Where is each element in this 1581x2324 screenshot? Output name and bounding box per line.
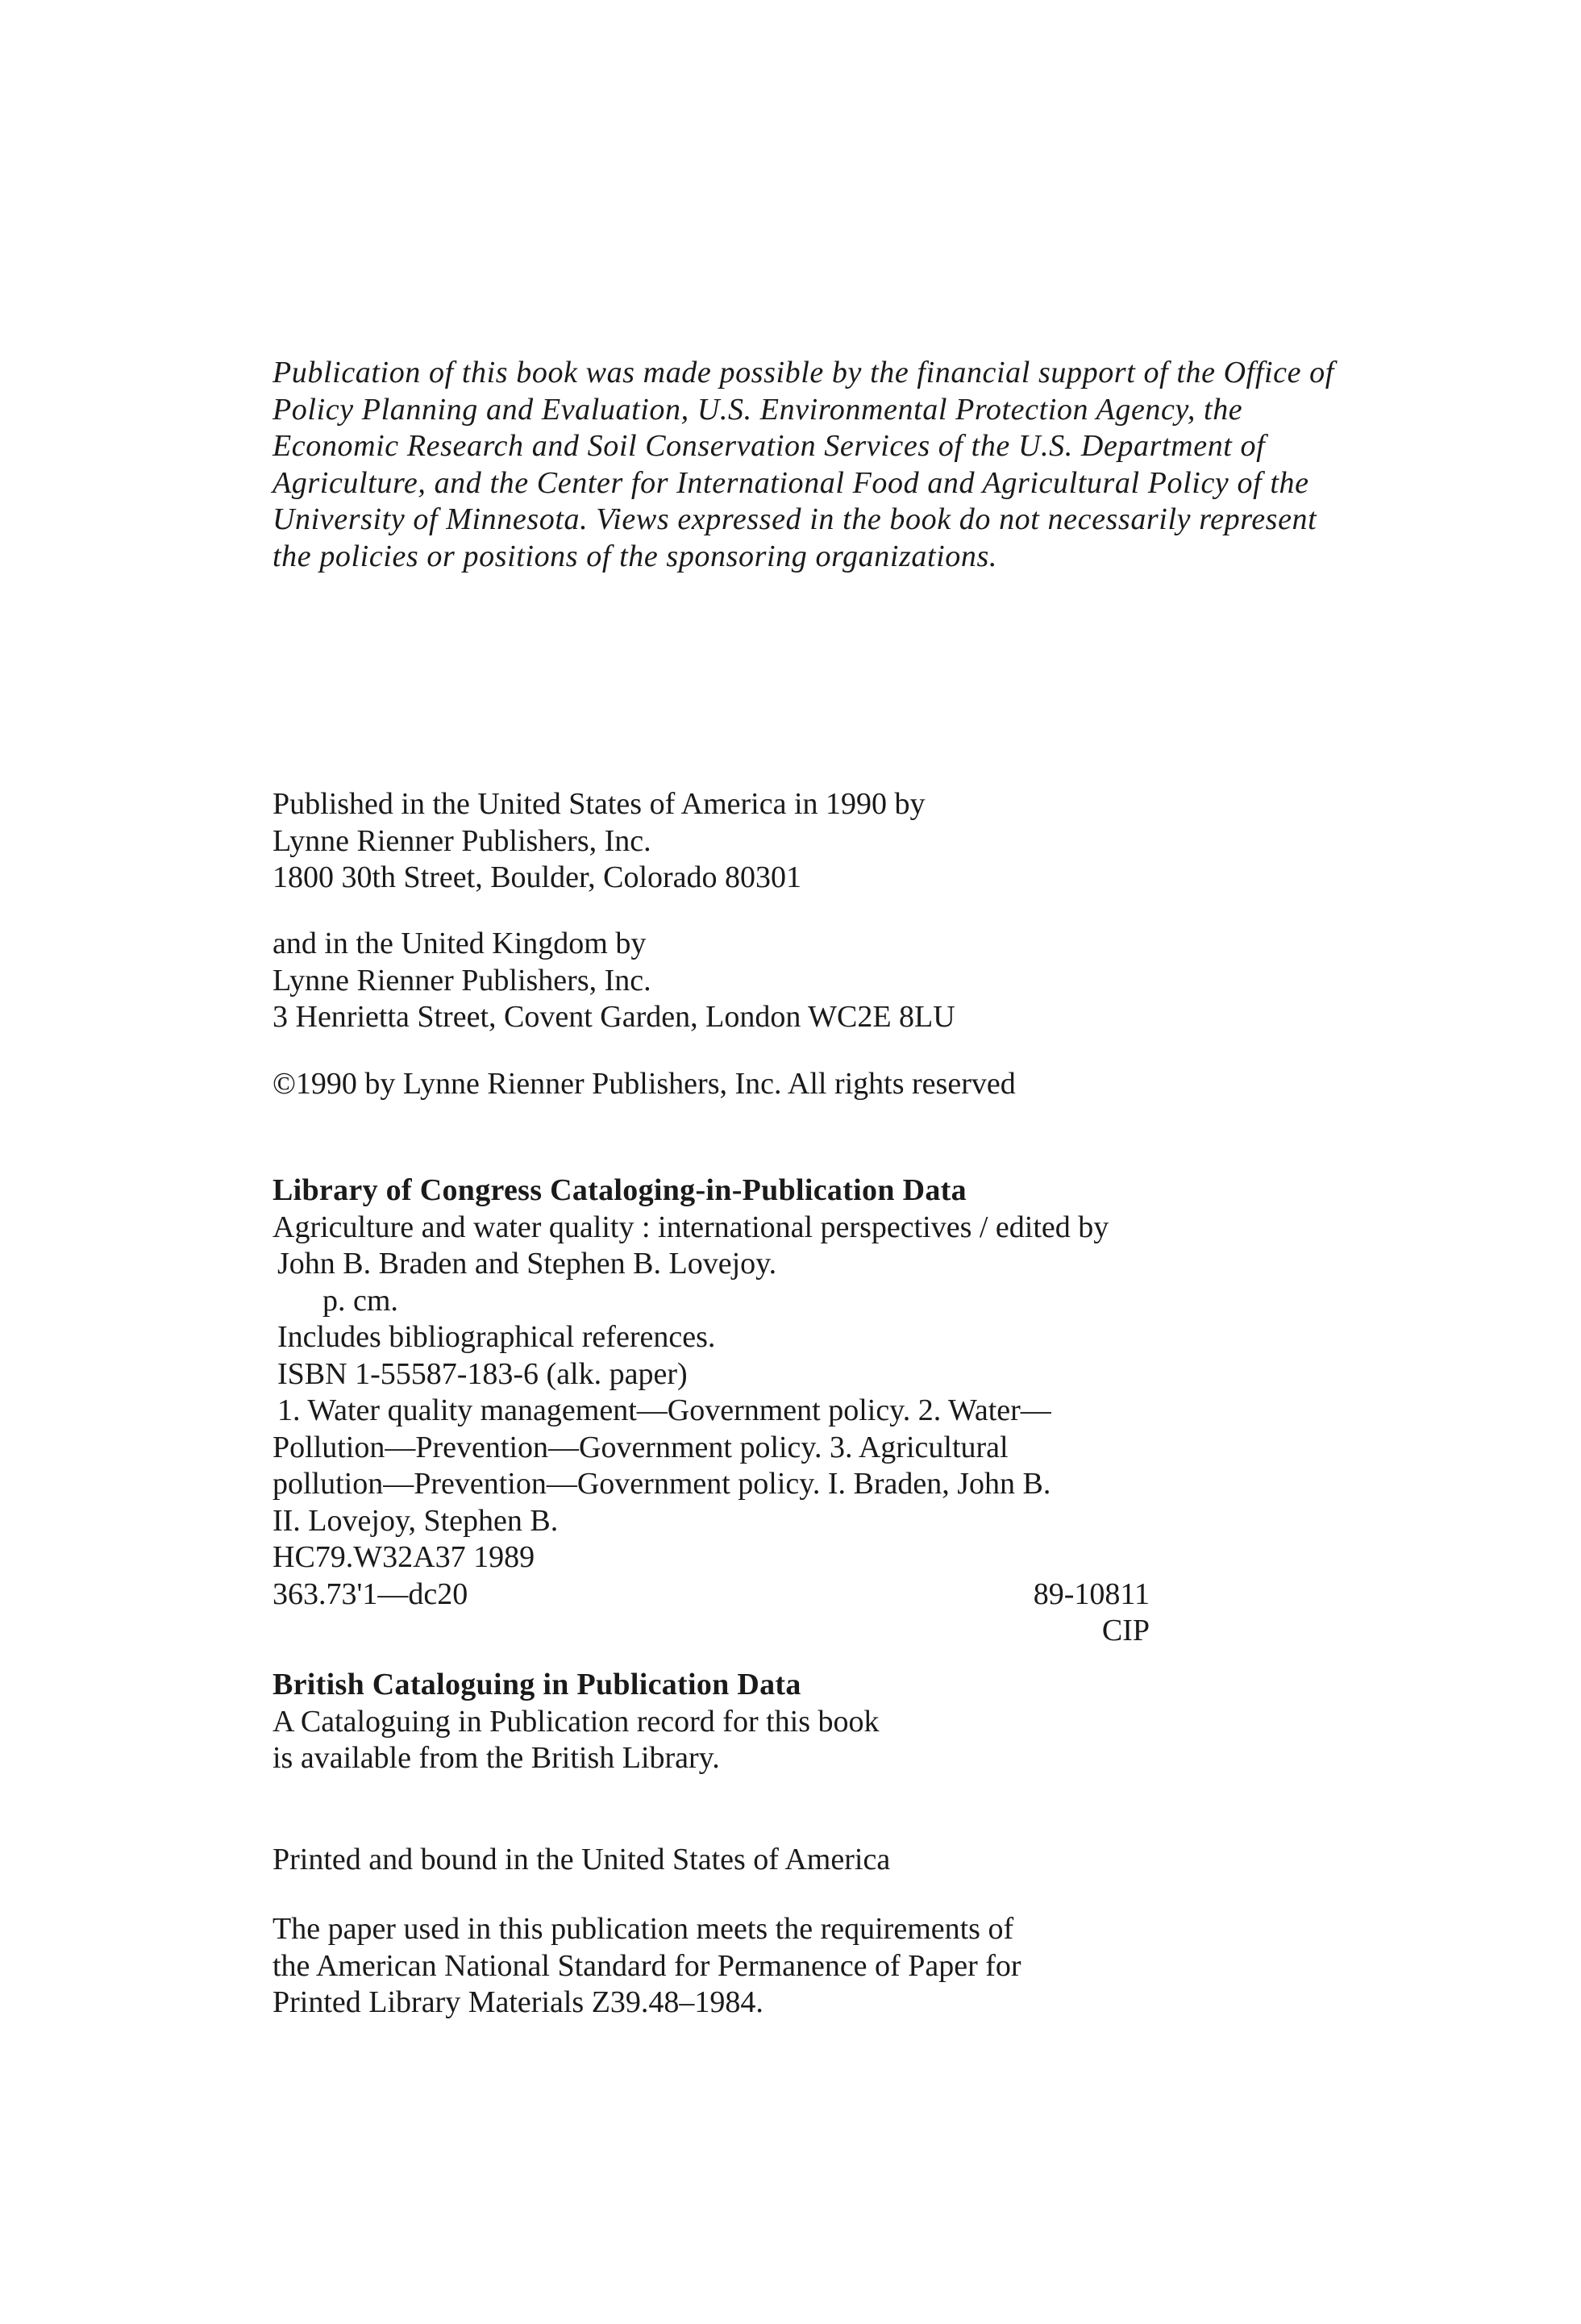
loc-cip-isbn: ISBN 1-55587-183-6 (alk. paper) xyxy=(277,1356,688,1391)
loc-cip-dewey: 363.73'1—dc20 xyxy=(273,1576,468,1611)
paper-note-line: The paper used in this publication meets the requirements of xyxy=(273,1912,1014,1946)
publisher-uk-line: 3 Henrietta Street, Covent Garden, London WC2E 8LU xyxy=(273,1000,955,1034)
printed-line: Printed and bound in the United States of America xyxy=(273,1843,891,1876)
loc-cip-heading: Library of Congress Cataloging-in-Publication Data xyxy=(273,1173,967,1207)
loc-cip-numbers xyxy=(273,1576,1150,1614)
loc-cip-lccn: 89-10811 xyxy=(1033,1576,1150,1611)
british-cip-data xyxy=(273,1667,880,1777)
loc-cip-note: Includes bibliographical references. xyxy=(277,1320,716,1354)
funding-note-line: Economic Research and Soil Conservation Services of the U.S. Department of xyxy=(273,429,1266,463)
loc-cip-subject: 1. Water quality management—Government policy. 2. Water— xyxy=(277,1393,1051,1427)
british-cip-line: A Cataloguing in Publication record for this book xyxy=(273,1704,880,1739)
publisher-us xyxy=(273,786,926,897)
funding-note-line: Agriculture, and the Center for International Food and Agricultural Policy of the xyxy=(273,465,1309,500)
loc-cip-cip-label: CIP xyxy=(1101,1614,1150,1647)
publisher-us-line: Lynne Rienner Publishers, Inc. xyxy=(273,823,651,858)
funding-note xyxy=(273,355,1334,575)
loc-cip-subject: Pollution—Prevention—Government policy. 3. Agricultural xyxy=(273,1430,1009,1464)
funding-note-line: Publication of this book was made possible by the financial support of the Office of xyxy=(273,356,1334,389)
paper-note-line: Printed Library Materials Z39.48–1984. xyxy=(273,1985,763,2019)
paper-note-line: the American National Standard for Permanence of Paper for xyxy=(273,1948,1021,1983)
british-cip-line: is available from the British Library. xyxy=(273,1741,720,1775)
copyright-line: ©1990 by Lynne Rienner Publishers, Inc. All rights reserved xyxy=(273,1067,1016,1101)
publisher-uk-line: Lynne Rienner Publishers, Inc. xyxy=(273,963,651,997)
loc-cip-subject: pollution—Prevention—Government policy. I. Braden, John B. xyxy=(273,1467,1051,1501)
funding-note-line: the policies or positions of the sponsoring organizations. xyxy=(273,539,997,573)
publisher-uk xyxy=(273,926,955,1036)
loc-cip-editors: John B. Braden and Stephen B. Lovejoy. xyxy=(277,1247,777,1281)
loc-cip-lc-class: HC79.W32A37 1989 xyxy=(273,1540,535,1574)
copyright-page xyxy=(273,0,1334,2324)
british-cip-heading: British Cataloguing in Publication Data xyxy=(273,1668,801,1701)
loc-cip-pagination: p. cm. xyxy=(322,1283,398,1318)
funding-note-line: University of Minnesota. Views expressed in the book do not necessarily represent xyxy=(273,502,1317,536)
publisher-us-line: Published in the United States of America in 1990 by xyxy=(273,787,926,821)
publisher-uk-line: and in the United Kingdom by xyxy=(273,927,647,960)
paper-note xyxy=(273,1911,1021,2022)
loc-cip-subject: II. Lovejoy, Stephen B. xyxy=(273,1503,559,1538)
funding-note-line: Policy Planning and Evaluation, U.S. Environmental Protection Agency, the xyxy=(273,392,1243,427)
copyright-notice xyxy=(273,1066,1016,1103)
publisher-us-line: 1800 30th Street, Boulder, Colorado 80301 xyxy=(273,860,802,894)
printed-notice xyxy=(273,1842,890,1879)
loc-cip-title: Agriculture and water quality : international perspectives / edited by xyxy=(273,1210,1109,1244)
loc-cip-data xyxy=(273,1172,1150,1650)
